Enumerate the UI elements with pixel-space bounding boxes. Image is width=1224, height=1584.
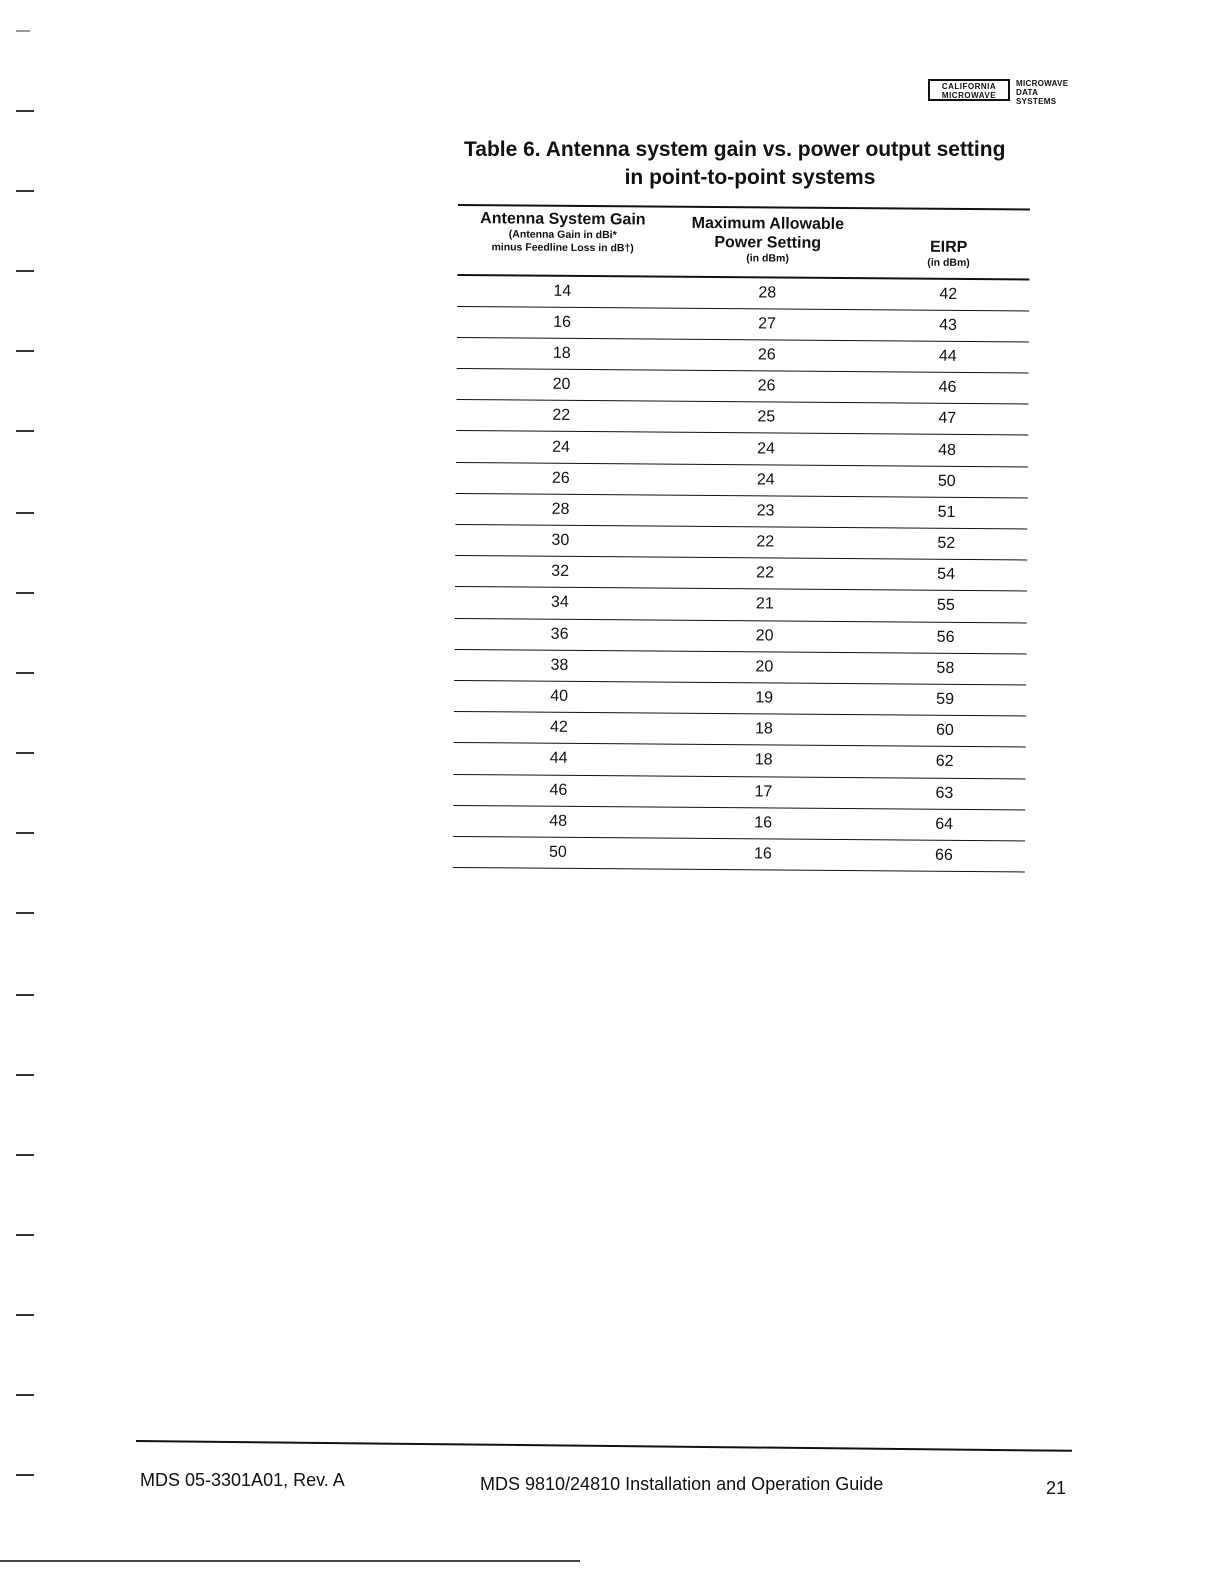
header-eirp-unit: (in dBm) [927,256,970,270]
table-row [457,307,1029,343]
cell-eirp: 55 [936,597,955,615]
cell-power: 24 [756,471,775,489]
logo-text-line3: SYSTEMS [1016,97,1057,106]
table-row [457,338,1029,374]
cell-eirp: 66 [934,846,953,864]
cell-power: 21 [755,595,774,613]
cell-power: 27 [758,315,777,333]
header-power-title2: Power Setting [714,234,822,252]
header-power-title1: Maximum Allowable [691,214,845,234]
cell-power: 18 [754,720,773,738]
cell-eirp: 43 [939,316,958,334]
cell-power: 23 [756,502,775,520]
table-header-row [457,206,1030,278]
table-row [454,712,1026,748]
cell-eirp: 62 [935,753,954,771]
table-row [455,494,1027,530]
cell-eirp: 64 [935,815,954,833]
cell-gain: 46 [549,781,568,799]
cell-eirp: 58 [936,659,955,677]
cell-power: 16 [754,814,773,832]
bottom-edge-rule [0,1560,580,1562]
cell-power: 20 [755,627,774,645]
header-max-power-setting [668,208,868,267]
cell-power: 16 [753,845,772,863]
cell-gain: 22 [552,407,571,425]
cell-gain: 26 [551,469,570,487]
company-logo [928,79,1098,109]
cell-eirp: 63 [935,784,954,802]
cell-power: 18 [754,751,773,769]
logo-box [928,79,1010,101]
cell-gain: 20 [552,375,571,394]
header-power-unit: (in dBm) [746,252,789,265]
logo-box-line2: MICROWAVE [941,91,997,100]
cell-eirp: 54 [937,566,956,584]
table-row [454,650,1026,686]
cell-power: 17 [754,782,773,801]
cell-power: 19 [755,689,774,707]
table-row [455,525,1027,561]
cell-power: 22 [756,564,775,582]
cell-power: 25 [757,408,776,426]
margin-tick-marks [16,0,40,1584]
cell-gain: 34 [550,594,569,612]
cell-eirp: 52 [937,534,956,553]
table-title-line2: in point-to-point systems [624,166,876,189]
cell-gain: 24 [552,438,571,456]
cell-eirp: 59 [936,690,955,708]
cell-gain: 18 [552,344,571,362]
cell-gain: 16 [553,313,572,331]
table-row [456,369,1028,405]
cell-gain: 42 [549,718,568,737]
antenna-gain-table [453,204,1030,873]
cell-power: 26 [757,346,776,364]
table-body [453,275,1030,872]
cell-power: 22 [756,533,775,551]
cell-gain: 32 [551,563,570,581]
table-title [460,136,1040,192]
table-row [456,431,1028,467]
cell-eirp: 48 [938,441,957,459]
cell-eirp: 60 [935,721,954,740]
footer-rule [136,1440,1072,1452]
logo-text [1016,79,1068,106]
table-row [456,400,1028,436]
table-row [453,837,1025,873]
cell-power: 26 [757,377,776,395]
cell-power: 24 [757,439,776,458]
cell-gain: 40 [550,687,569,705]
cell-eirp: 47 [938,410,957,428]
cell-eirp: 51 [937,503,956,521]
cell-eirp: 56 [936,628,955,646]
cell-gain: 44 [549,750,568,768]
cell-gain: 50 [548,843,567,861]
cell-power: 28 [758,283,777,302]
header-gain-title: Antenna System Gain [480,210,646,229]
cell-eirp: 46 [938,378,957,397]
header-gain-sub2: minus Feedline Loss in dB†) [491,241,634,255]
table-row [453,774,1025,810]
table-row [454,743,1026,779]
table-row [457,275,1029,311]
table-row [455,587,1027,623]
cell-eirp: 50 [937,472,956,490]
cell-eirp: 42 [939,285,958,303]
cell-gain: 38 [550,656,569,674]
cell-gain: 14 [553,282,572,300]
cell-gain: 36 [550,625,569,643]
table-row [454,619,1026,655]
cell-power: 20 [755,658,774,676]
cell-gain: 28 [551,500,570,518]
cell-gain: 48 [549,812,568,830]
header-antenna-system-gain [458,206,668,256]
logo-text-line2: DATA [1016,88,1039,97]
table-row [453,806,1025,842]
header-eirp [868,209,1030,270]
table-title-line1: Table 6. Antenna system gain vs. power output setting [464,138,1006,161]
footer-guide-title: MDS 9810/24810 Installation and Operation Guide [480,1474,884,1494]
cell-eirp: 44 [938,347,957,365]
header-gain-sub1: (Antenna Gain in dBi* [508,228,617,242]
footer-document-number: MDS 05-3301A01, Rev. A [140,1470,345,1490]
header-eirp-title: EIRP [929,238,968,257]
table-row [455,556,1027,592]
logo-box-line1: CALIFORNIA [941,82,997,91]
footer-page-number: 21 [1046,1478,1067,1498]
table-row [454,681,1026,717]
logo-text-line1: MICROWAVE [1016,79,1069,88]
table-row [456,463,1028,499]
cell-gain: 30 [551,531,570,549]
